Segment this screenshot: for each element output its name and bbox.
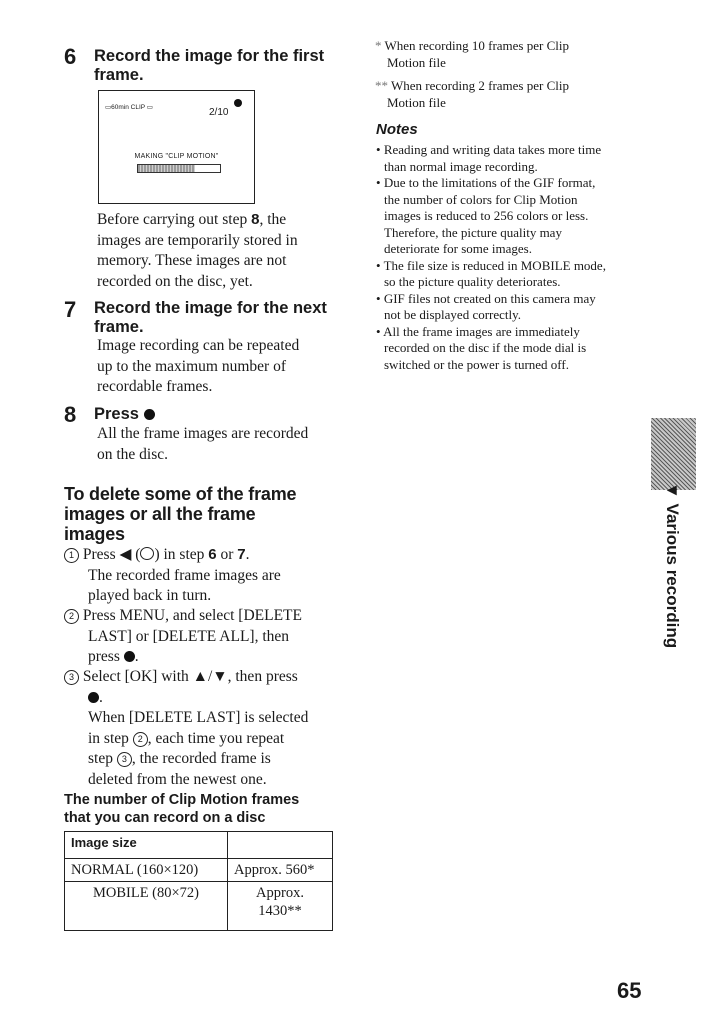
lcd-counter: 2/10 <box>209 107 229 118</box>
section-tab-marker <box>651 418 696 490</box>
notes-title: Notes <box>376 121 418 138</box>
step-7-body: Image recording can be repeated up to the maximum number of recordable frames. <box>97 337 300 395</box>
note-item: • GIF files not created on this camera may not be displayed correctly. <box>376 290 596 322</box>
table-row: MOBILE (80×72) Approx. 1430** <box>65 882 333 931</box>
frames-table <box>64 831 333 931</box>
footnote-1: * When recording 10 frames per Clip Motion file <box>375 38 569 70</box>
step-6-number: 6 <box>64 44 77 69</box>
lcd-making-label: MAKING "CLIP MOTION" <box>134 153 219 160</box>
lcd-status: ▭60min CLIP ▭ <box>105 104 153 111</box>
step-marker-2: 2 <box>64 609 79 624</box>
page-number: 65 <box>617 978 642 1003</box>
delete-step-2: 2 Press MENU, and select [DELETE LAST] or [DELETE ALL], then press . <box>64 606 302 668</box>
center-button-icon <box>124 651 135 662</box>
note-item: • All the frame images are immediately recorded on the disc if the mode dial is switched or the power is turned off. <box>376 323 587 372</box>
review-icon <box>140 547 154 560</box>
step-marker-1: 1 <box>64 548 79 563</box>
center-button-icon <box>144 409 155 420</box>
record-dot-icon <box>234 99 242 107</box>
step-6-body: Before carrying out step 8, the images are temporarily stored in memory. These images are not recorded on the disc, yet. <box>97 211 298 290</box>
note-item: • Due to the limitations of the GIF format, the number of colors for Clip Motion images is reduced to 256 colors or less. Therefore, the picture quality may deteriorate for some images. <box>376 175 596 256</box>
step-8-title: Press <box>94 405 155 424</box>
table-header-image-size: Image size <box>65 832 228 859</box>
step-marker-3: 3 <box>64 670 79 685</box>
step-6-title: Record the image for the first frame. <box>94 47 325 84</box>
center-button-icon <box>88 692 99 703</box>
notes-list <box>376 142 606 373</box>
lcd-screen-illustration <box>98 90 255 204</box>
delete-step-3: 3 Select [OK] with ▲/▼, then press . When [DELETE LAST] is selected in step 2 , each time you repeat step 3 , the recorded frame is deleted from the newest one. <box>64 667 308 790</box>
step-8-body: All the frame images are recorded on the disc. <box>97 425 309 463</box>
lcd-progress-fill <box>138 165 195 172</box>
note-item: • Reading and writing data takes more time than normal image recording. <box>376 142 602 174</box>
footnote-2: ** When recording 2 frames per Clip Motion file <box>375 78 569 110</box>
step-8-number: 8 <box>64 402 77 427</box>
delete-section-heading: To delete some of the frame images or all the frame images <box>64 484 297 544</box>
lcd-progress-bar <box>137 164 221 173</box>
note-item: • The file size is reduced in MOBILE mode, so the picture quality deteriorates. <box>376 257 606 289</box>
step-7-title: Record the image for the next frame. <box>94 299 327 336</box>
table-header-blank <box>228 832 333 859</box>
frames-table-heading: The number of Clip Motion frames that you can record on a disc <box>64 792 300 826</box>
table-row: NORMAL (160×120) Approx. 560* <box>65 859 333 882</box>
step-7-number: 7 <box>64 297 77 322</box>
section-side-label: ▼ Various recording <box>663 482 682 649</box>
delete-step-1: 1 Press ◀ ( ) in step 6 or 7. The recorded frame images are played back in turn. <box>64 545 281 607</box>
